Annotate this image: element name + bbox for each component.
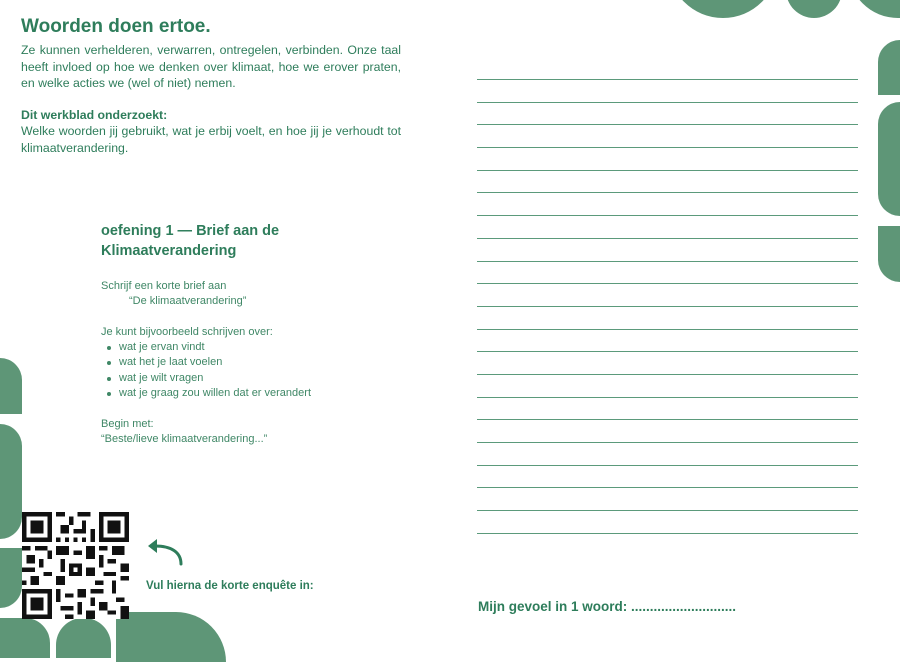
writing-line [477,215,858,216]
decor-shape-right-1 [878,40,900,95]
intro-paragraph: Ze kunnen verhelderen, verwarren, ontregelen, verbinden. Onze taal heeft invloed op hoe we denken over klimaat, hoe we erover praten, en welke acties we (wel of niet) nemen. [21,43,401,90]
worksheet-subheading: Dit werkblad onderzoekt: [21,108,168,122]
writing-line [477,351,858,352]
decor-shape-left-3 [0,548,22,608]
begin-text: “Beste/lieve klimaatverandering...” [101,433,268,445]
survey-label: Vul hierna de korte enquête in: [146,580,314,592]
writing-line [477,533,858,534]
begin-label: Begin met: [101,418,154,430]
qr-code-icon[interactable] [22,512,129,619]
writing-line [477,238,858,239]
decor-shape-left-2 [0,424,22,539]
writing-line [477,419,858,420]
writing-line [477,329,858,330]
feeling-prompt[interactable]: Mijn gevoel in 1 woord: ............................ [478,599,737,614]
writing-line [477,124,858,125]
writing-line [477,397,858,398]
decor-shape-bottom-3 [116,612,226,662]
writing-line [477,283,858,284]
writing-line [477,487,858,488]
list-item: wat je ervan vindt [101,340,311,355]
decor-shape-bottom-1 [0,618,50,658]
decor-shape-top-1 [668,0,778,18]
writing-line [477,147,858,148]
decor-shape-left-1 [0,358,22,414]
topics-list [101,340,311,401]
writing-line [477,510,858,511]
writing-line [477,261,858,262]
writing-line [477,79,858,80]
writing-line [477,306,858,307]
exercise-instruction: Schrijf een korte brief aan [101,280,227,292]
exercise-addressee: “De klimaatverandering” [129,295,247,307]
decor-shape-right-3 [878,226,900,282]
decor-shape-top-3 [848,0,900,18]
writing-line [477,170,858,171]
writing-line [477,374,858,375]
worksheet-description: Welke woorden jij gebruikt, wat je erbij voelt, en hoe jij je verhoudt tot klimaatverandering. [21,124,401,155]
writing-line [477,465,858,466]
decor-shape-top-2 [786,0,842,18]
list-item: wat het je laat voelen [101,355,311,370]
decor-shape-bottom-2 [56,618,111,658]
decor-shape-right-2 [878,102,900,216]
writing-line [477,102,858,103]
page-title: Woorden doen ertoe. [21,16,211,37]
writing-line [477,192,858,193]
list-item: wat je wilt vragen [101,371,311,386]
topics-intro: Je kunt bijvoorbeeld schrijven over: [101,326,273,338]
writing-lines[interactable] [477,79,858,555]
curved-arrow-icon [145,536,189,568]
list-item: wat je graag zou willen dat er verandert [101,386,311,401]
exercise-title: oefening 1 — Brief aan de Klimaatverandering [101,223,280,259]
writing-line [477,442,858,443]
